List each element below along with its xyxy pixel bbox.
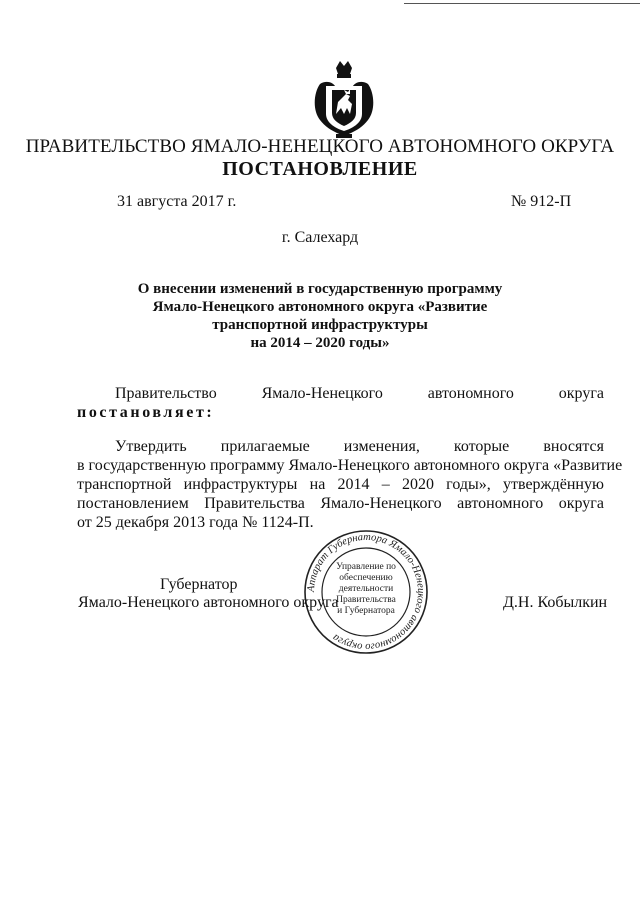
stamp-line: обеспечению [339,573,393,583]
preamble [77,384,604,422]
word: инфраструктуры [183,476,298,493]
body-line [77,475,604,494]
word: Правительства [204,495,305,512]
word: постановлением [77,495,189,512]
heading-line: транспортной инфраструктуры [212,317,428,333]
stamp-line: и Губернатора [337,606,395,616]
document-number: № 912-П [511,193,572,210]
text: от 25 декабря 2013 года № 1124-П. [77,514,314,531]
word: округа [558,495,604,512]
top-rule [404,3,640,4]
decree-line [77,403,604,422]
signatory-region: Ямало-Ненецкого автономного округа [78,594,339,611]
word: прилагаемые [220,438,310,455]
word: Утвердить [115,438,187,455]
heading-line: на 2014 – 2020 годы» [250,335,390,351]
word: – [381,476,390,493]
stamp-line: деятельности [338,584,394,594]
stamp-ring-text: Аппарат Губернатора Ямало-Ненецкого автономного округа [305,531,427,653]
word: округа [558,385,604,402]
stamp-line: Управление по [336,562,396,572]
word: изменения, [343,438,420,455]
word: 2020 [401,476,434,493]
word: Ямало-Ненецкого [320,495,442,512]
word: автономного [427,385,514,402]
document-date: 31 августа 2017 г. [117,193,237,210]
word: транспортной [77,476,172,493]
word: автономного [457,495,544,512]
document-heading [110,280,530,352]
body-line [77,456,623,475]
word: утверждённую [502,476,604,493]
body-paragraph [77,437,623,532]
word: вносятся [543,438,604,455]
decree-word: постановляет: [77,404,215,421]
word: годы», [446,476,491,493]
coat-of-arms-icon [306,58,382,140]
stamp-line: Правительства [336,595,396,605]
heading-line: О внесении изменений в государственную программу [137,281,503,297]
word: Правительство [115,385,217,402]
heading-line: Ямало-Ненецкого автономного округа «Развитие [152,299,488,315]
document-type: ПОСТАНОВЛЕНИЕ [222,158,418,180]
word: на [309,476,326,493]
preamble-line [77,384,604,403]
text: в государственную программу Ямало-Ненецкого автономного округа «Развитие [77,457,623,474]
body-line [77,494,604,513]
document-city: г. Салехард [281,229,359,246]
government-name: ПРАВИТЕЛЬСТВО ЯМАЛО-НЕНЕЦКОГО АВТОНОМНОГО ОКРУГА [25,136,615,157]
signatory-name: Д.Н. Кобылкин [503,594,608,611]
word: Ямало-Ненецкого [261,385,383,402]
word: 2014 [337,476,370,493]
body-line [77,437,604,456]
word: которые [453,438,510,455]
signatory-title: Губернатор [160,576,238,593]
